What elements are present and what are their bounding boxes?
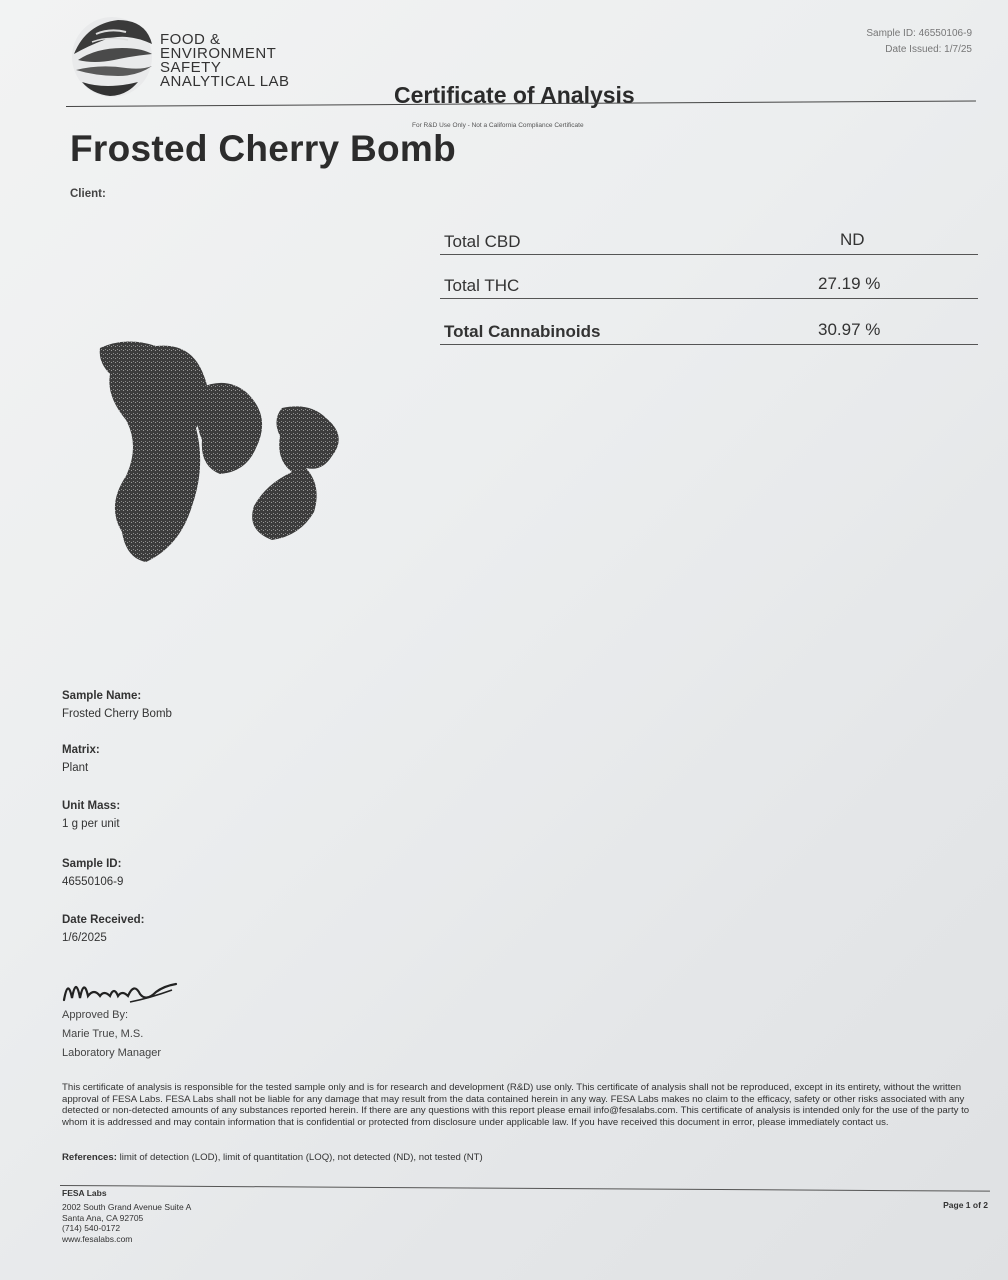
approval-block [62, 1006, 161, 1063]
references-text: limit of detection (LOD), limit of quantitation (LOQ), not detected (ND), not tested (NT) [119, 1152, 483, 1163]
matrix-block [62, 744, 100, 774]
footer-address-line: 2002 South Grand Avenue Suite A [62, 1202, 192, 1213]
summary-label: Total Cannabinoids [444, 322, 601, 341]
info-value: 1 g per unit [62, 818, 120, 830]
fesa-logo-icon [66, 14, 158, 100]
summary-row-cbd [440, 228, 978, 255]
signature [60, 968, 180, 1008]
info-label: Sample ID: [62, 858, 122, 870]
approver-title: Laboratory Manager [62, 1047, 162, 1059]
info-label: Unit Mass: [62, 800, 121, 812]
footer-address [62, 1188, 191, 1244]
footer-phone: (714) 540-0172 [62, 1223, 121, 1234]
summary-value: 30.97 % [818, 320, 881, 339]
info-value: 46550106-9 [62, 876, 124, 888]
references-label: References: [62, 1152, 117, 1163]
footer-company: FESA Labs [62, 1188, 107, 1198]
footer-website: www.fesalabs.com [62, 1233, 133, 1244]
approved-by-label: Approved By: [62, 1009, 129, 1021]
legal-disclaimer: This certificate of analysis is responsible for the tested sample only and is for research and development (R&D) use only. This certificate of analysis shall not be reproduced, except in its entirety, without the written approval of FESA Labs. FESA Labs shall not be liable for any damage that may result from the data contained herein in any way. FESA Labs makes no claim to the efficacy, safety or other risks associated with any detected or non-detected amounts of any substances reported herein. If there are any questions with this report please email info@fesalabs.com. This certificate of analysis is intended only for the use of the party to whom it is addressed and may contain information that is confidential or protected from disclosure under applicable law. If you have received this document in error, please immediately contact us. [62, 1082, 970, 1129]
info-value: Plant [62, 762, 89, 774]
date-issued-meta: Date Issued: 1/7/25 [885, 44, 972, 55]
client-label: Client: [70, 188, 106, 200]
info-label: Sample Name: [62, 690, 142, 702]
info-value: Frosted Cherry Bomb [62, 708, 172, 720]
summary-label: Total CBD [444, 232, 521, 251]
footer-address-line: Santa Ana, CA 92705 [62, 1212, 144, 1223]
footer-divider [60, 1185, 990, 1192]
lab-name-line: ANALYTICAL LAB [160, 73, 290, 90]
summary-value: ND [840, 230, 865, 249]
summary-row-total [440, 318, 978, 345]
lab-name-line: SAFETY [160, 59, 222, 76]
unit-mass-block [62, 800, 120, 830]
lab-name [160, 33, 290, 89]
summary-value: 27.19 % [818, 274, 881, 293]
sample-id-meta: Sample ID: 46550106-9 [866, 28, 972, 39]
info-value: 1/6/2025 [62, 932, 107, 944]
info-label: Matrix: [62, 744, 100, 756]
approver-name: Marie True, M.S. [62, 1028, 144, 1040]
document-meta [866, 26, 972, 58]
product-title: Frosted Cherry Bomb [70, 128, 457, 169]
date-received-block [62, 914, 144, 944]
sample-id-block [62, 858, 123, 888]
references [62, 1152, 483, 1163]
use-notice: For R&D Use Only - Not a California Compliance Certificate [412, 122, 584, 129]
product-image [96, 336, 356, 568]
info-label: Date Received: [62, 914, 145, 926]
page-number: Page 1 of 2 [943, 1200, 988, 1210]
certificate-title: Certificate of Analysis [394, 82, 635, 108]
lab-name-line: FOOD & [160, 31, 221, 48]
summary-label: Total THC [444, 276, 520, 295]
lab-name-line: ENVIRONMENT [160, 45, 277, 62]
summary-row-thc [440, 272, 978, 299]
sample-name-block [62, 690, 172, 720]
